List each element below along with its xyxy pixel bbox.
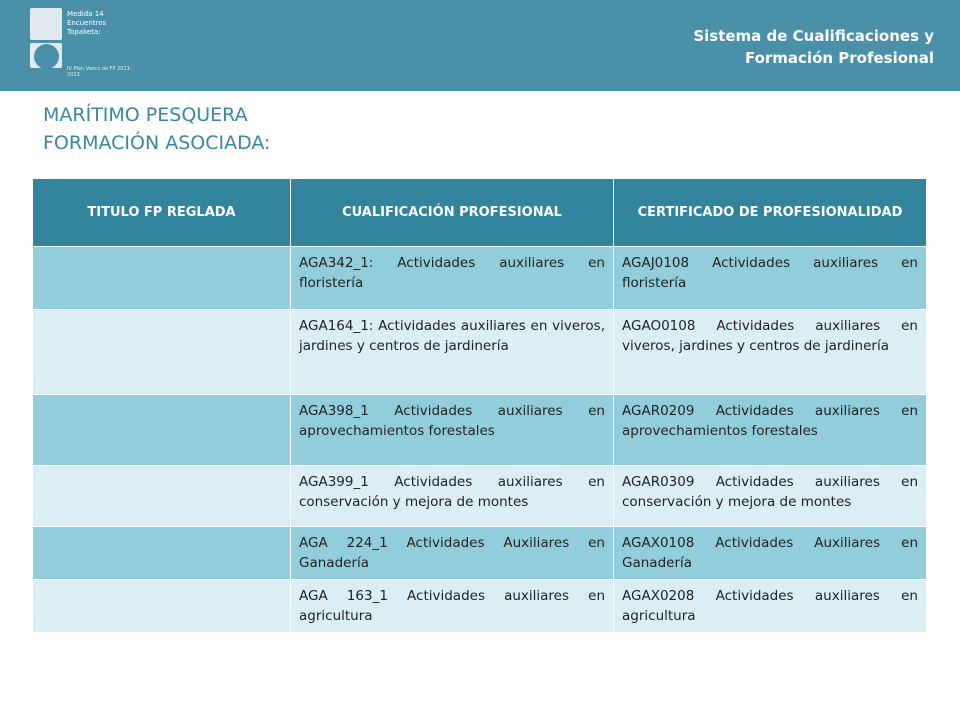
cell-certificado: AGAR0309 Actividades auxiliares en conservación y mejora de montes [614, 466, 927, 527]
logo-subtext: IV Plan Vasco de FP 2011-2013 [67, 66, 132, 78]
table-row [33, 395, 927, 466]
column-header-cualificacion: CUALIFICACIÓN PROFESIONAL [291, 179, 614, 247]
system-title [574, 25, 934, 69]
cell-certificado: AGAJ0108 Actividades auxiliares en floristería [614, 247, 927, 310]
page-subtitle: FORMACIÓN ASOCIADA: [43, 132, 271, 154]
table-row [33, 527, 927, 580]
column-header-titulo: TITULO FP REGLADA [33, 179, 291, 247]
logo-line: Encuentros [67, 19, 107, 27]
cell-cualificacion: AGA399_1 Actividades auxiliares en conservación y mejora de montes [291, 466, 614, 527]
logo [30, 8, 130, 90]
logo-line: Topaketa: [67, 28, 101, 36]
table-row [33, 466, 927, 527]
logo-square-icon [30, 8, 62, 40]
cell-certificado: AGAO0108 Actividades auxiliares en viveros, jardines y centros de jardinería [614, 310, 927, 395]
system-title-line: Formación Profesional [744, 49, 934, 67]
table-row [33, 247, 927, 310]
cell-titulo [33, 580, 291, 633]
cell-titulo [33, 395, 291, 466]
cell-cualificacion: AGA398_1 Actividades auxiliares en aprovechamientos forestales [291, 395, 614, 466]
cell-cualificacion: AGA 163_1 Actividades auxiliares en agricultura [291, 580, 614, 633]
logo-text [67, 10, 137, 37]
cell-cualificacion: AGA342_1: Actividades auxiliares en floristería [291, 247, 614, 310]
cell-titulo [33, 466, 291, 527]
logo-line: Medida 14 [67, 10, 104, 18]
cell-cualificacion: AGA 224_1 Actividades Auxiliares en Ganadería [291, 527, 614, 580]
cell-titulo [33, 527, 291, 580]
table-row [33, 310, 927, 395]
cell-certificado: AGAR0209 Actividades auxiliares en aprovechamientos forestales [614, 395, 927, 466]
logo-circle-icon [34, 44, 59, 69]
column-header-certificado: CERTIFICADO DE PROFESIONALIDAD [614, 179, 927, 247]
cell-certificado: AGAX0208 Actividades auxiliares en agricultura [614, 580, 927, 633]
cell-titulo [33, 247, 291, 310]
cell-certificado: AGAX0108 Actividades Auxiliares en Ganadería [614, 527, 927, 580]
table-row [33, 580, 927, 633]
cell-cualificacion: AGA164_1: Actividades auxiliares en viveros, jardines y centros de jardinería [291, 310, 614, 395]
system-title-line: Sistema de Cualificaciones y [693, 27, 934, 45]
page-title: MARÍTIMO PESQUERA [43, 104, 248, 126]
formation-table [32, 178, 927, 633]
header-bar [0, 0, 960, 91]
table-header-row [33, 179, 927, 247]
cell-titulo [33, 310, 291, 395]
